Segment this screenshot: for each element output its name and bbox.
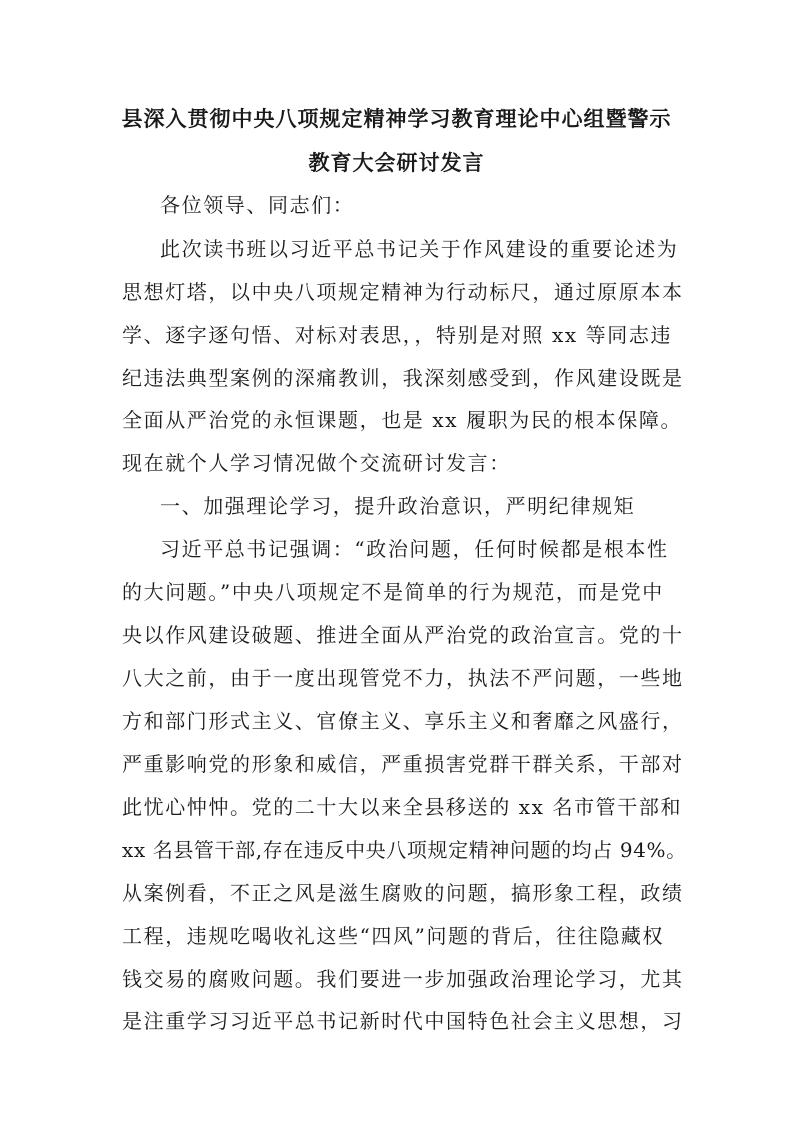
paragraph-line: 的大问题。”中央八项规定不是简单的行为规范，而是党中 [122,580,664,604]
paragraph-line: 工程，违规吃喝收礼这些“四风”问题的背后，往往隐藏权 [122,924,665,948]
paragraph-line: 习近平总书记强调：“政治问题，任何时候都是根本性 [160,537,669,561]
paragraph-line: 央以作风建设破题、推进全面从严治党的政治宣言。党的十 [122,623,684,647]
paragraph-line: 现在就个人学习情况做个交流研讨发言： [122,451,511,475]
paragraph-line: 纪违法典型案例的深痛教训，我深刻感受到，作风建设既是 [122,366,684,390]
paragraph-line: 八大之前，由于一度出现管党不力，执法不严问题，一些地 [122,666,684,690]
paragraph-line: 从案例看，不正之风是滋生腐败的问题，搞形象工程，政绩 [122,881,684,905]
paragraph-line: 严重影响党的形象和威信，严重损害党群干群关系，干部对 [122,752,684,776]
paragraph-line: 钱交易的腐败问题。我们要进一步加强政治理论学习，尤其 [122,967,684,991]
document-title-line-1: 县深入贯彻中央八项规定精神学习教育理论中心组暨警示 [121,106,672,131]
paragraph-line: 此忧心忡忡。党的二十大以来全县移送的 xx 名市管干部和 [122,795,683,819]
paragraph-line: 思想灯塔，以中央八项规定精神为行动标尺，通过原原本本 [122,280,684,304]
paragraph-line: 学、逐字逐句悟、对标对表思，，特别是对照 xx 等同志违 [122,323,673,347]
paragraph-line: 全面从严治党的永恒课题，也是 xx 履职为民的根本保障。 [122,408,683,432]
paragraph-line: 是注重学习习近平总书记新时代中国特色社会主义思想，习 [122,1009,684,1033]
document-title-line-2: 教育大会研讨发言 [308,150,485,175]
paragraph-line: xx 名县管干部,存在违反中央八项规定精神问题的均占 94%。 [122,838,687,862]
paragraph-line: 此次读书班以习近平总书记关于作风建设的重要论述为 [160,237,679,261]
paragraph-line: 方和部门形式主义、官僚主义、享乐主义和奢靡之风盛行， [122,709,684,733]
section-heading: 一、加强理论学习，提升政治意识，严明纪律规矩 [160,494,636,518]
salutation: 各位领导、同志们： [160,193,355,217]
